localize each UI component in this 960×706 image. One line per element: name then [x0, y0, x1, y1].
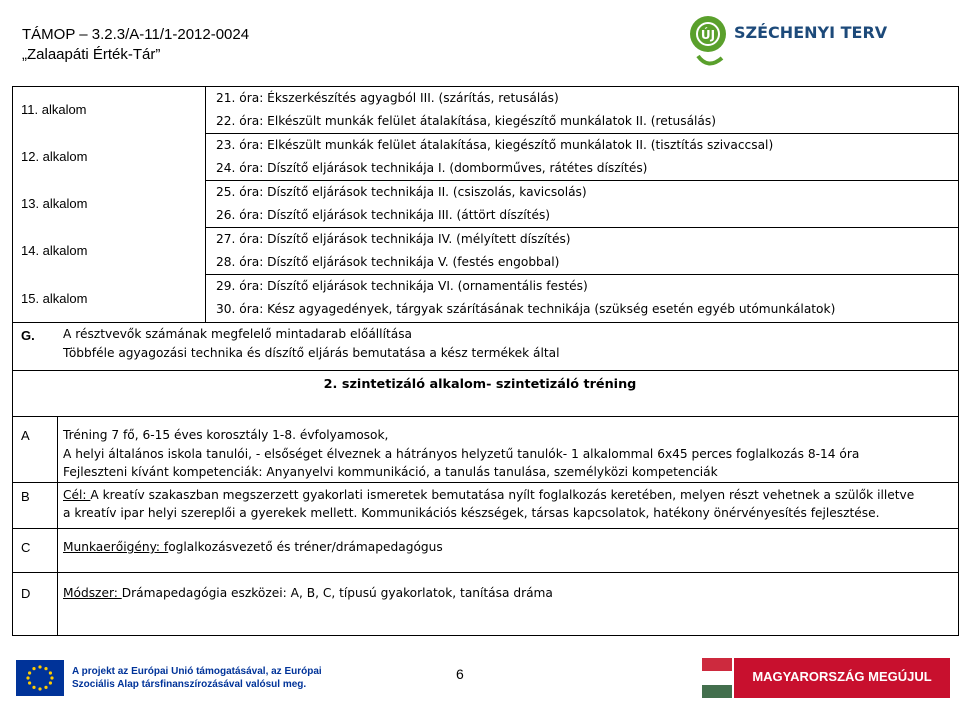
row-divider-4 — [205, 274, 959, 275]
project-code: TÁMOP – 3.2.3/A-11/1-2012-0024 — [22, 26, 250, 43]
row-b-label: B — [21, 489, 30, 504]
session-label: 13. alkalom — [21, 196, 88, 211]
row-b-line-1 — [63, 488, 914, 502]
row-d-label: D — [21, 586, 31, 601]
lesson-line: 21. óra: Ékszerkészítés agyagból III. (szárítás, retusálás) — [216, 91, 559, 105]
szechenyi-terv-logo — [688, 12, 918, 72]
column-divider — [205, 86, 206, 322]
row-a-line-1: Tréning 7 fő, 6-15 éves korosztály 1-8. évfolyamosok, — [63, 428, 389, 442]
row-d-line — [63, 586, 553, 600]
row-divider-1 — [205, 133, 959, 134]
g-line-1: A résztvevők számának megfelelő mintadarab előállítása — [63, 327, 413, 341]
section-title: 2. szintetizáló alkalom- szintetizáló tréning — [323, 377, 637, 392]
lesson-line: 22. óra: Elkészült munkák felület átalakítása, kiegészítő munkálatok II. (retusálás) — [216, 114, 717, 128]
row-divider-title — [12, 416, 959, 417]
eu-flag-icon — [16, 660, 64, 696]
session-label: 12. alkalom — [21, 149, 88, 164]
row-a-line-2: A helyi általános iskola tanulói, - elsőséget élveznek a hátrányos helyzetű tanulók- 1 alkalommal 6x45 perces foglalkozás 8-14 óra — [63, 447, 860, 461]
table-left-border — [12, 86, 13, 636]
workforce-prefix: Munkaerőigény: f — [63, 540, 169, 554]
page-number: 6 — [456, 666, 464, 682]
logo-text: SZÉCHENYI TERV — [734, 23, 888, 42]
project-title: „Zalaapáti Érték-Tár” — [22, 46, 161, 63]
lesson-line: 23. óra: Elkészült munkák felület átalakítása, kiegészítő munkálatok II. (tisztítás szivaccsal) — [216, 138, 774, 152]
lesson-line: 27. óra: Díszítő eljárások technikája IV. (mélyített díszítés) — [216, 232, 571, 246]
g-line-2: Többféle agyagozási technika és díszítő eljárás bemutatása a kész termékek által — [63, 346, 560, 360]
lesson-line: 29. óra: Díszítő eljárások technikája VI. (ornamentális festés) — [216, 279, 588, 293]
lesson-line: 30. óra: Kész agyagedények, tárgyak szárításának technikája (szükség esetén egyéb utómunkálatok) — [216, 302, 836, 316]
goal-prefix: Cél: — [63, 488, 91, 502]
lesson-line: 28. óra: Díszítő eljárások technikája V. (festés engobbal) — [216, 255, 560, 269]
row-divider-a — [12, 482, 959, 483]
method-text: Drámapedagógia eszközei: A, B, C, típusú gyakorlatok, tanítása dráma — [121, 586, 553, 600]
row-c-label: C — [21, 540, 31, 555]
row-a-label: A — [21, 428, 30, 443]
row-a-line-3: Fejleszteni kívánt kompetenciák: Anyanyelvi kommunikáció, a tanulás tanulása, személyközi kompetenciák — [63, 465, 718, 479]
workforce-text: oglalkozásvezető és tréner/drámapedagógus — [168, 540, 443, 554]
logo-graphic — [688, 12, 918, 72]
renewal-badge-text: MAGYARORSZÁG MEGÚJUL — [752, 669, 932, 684]
eu-text-1: A projekt az Európai Unió támogatásával, az Európai — [72, 666, 322, 677]
hungarian-flag-icon — [702, 658, 732, 698]
row-divider-3 — [205, 227, 959, 228]
session-label: 14. alkalom — [21, 243, 88, 258]
goal-text: A kreatív szakaszban megszerzett gyakorlati ismeretek bemutatása nyílt foglalkozás keretében, melyen részt vehetnek a szülők illetve — [90, 488, 915, 502]
row-c-line — [63, 540, 443, 554]
lesson-line: 24. óra: Díszítő eljárások technikája I. (domborműves, rátétes díszítés) — [216, 161, 648, 175]
footer — [0, 650, 960, 706]
row-divider-c — [12, 572, 959, 573]
row-divider-2 — [205, 180, 959, 181]
logo-badge-text: ÚJ — [700, 28, 716, 42]
table-top-border — [12, 86, 959, 87]
table-bottom-border — [12, 635, 959, 636]
column-divider-2 — [57, 416, 58, 636]
method-prefix: Módszer: — [63, 586, 122, 600]
row-divider-g — [12, 370, 959, 371]
row-b-line-2: a kreatív ipar helyi szereplői a gyerekek mellett. Kommunikációs készségek, társas kapcsolatok, hatékony önérvényesítés fejlesztése. — [63, 506, 880, 520]
session-label: 15. alkalom — [21, 291, 88, 306]
row-divider-b — [12, 528, 959, 529]
g-label: G. — [21, 328, 35, 343]
lesson-line: 26. óra: Díszítő eljárások technikája III. (áttört díszítés) — [216, 208, 551, 222]
eu-text-2: Szociális Alap társfinanszírozásával valósul meg. — [72, 679, 307, 690]
table-right-border — [958, 86, 959, 636]
lesson-line: 25. óra: Díszítő eljárások technikája II. (csiszolás, kavicsolás) — [216, 185, 587, 199]
session-label: 11. alkalom — [21, 102, 87, 117]
row-divider-5 — [12, 322, 959, 323]
